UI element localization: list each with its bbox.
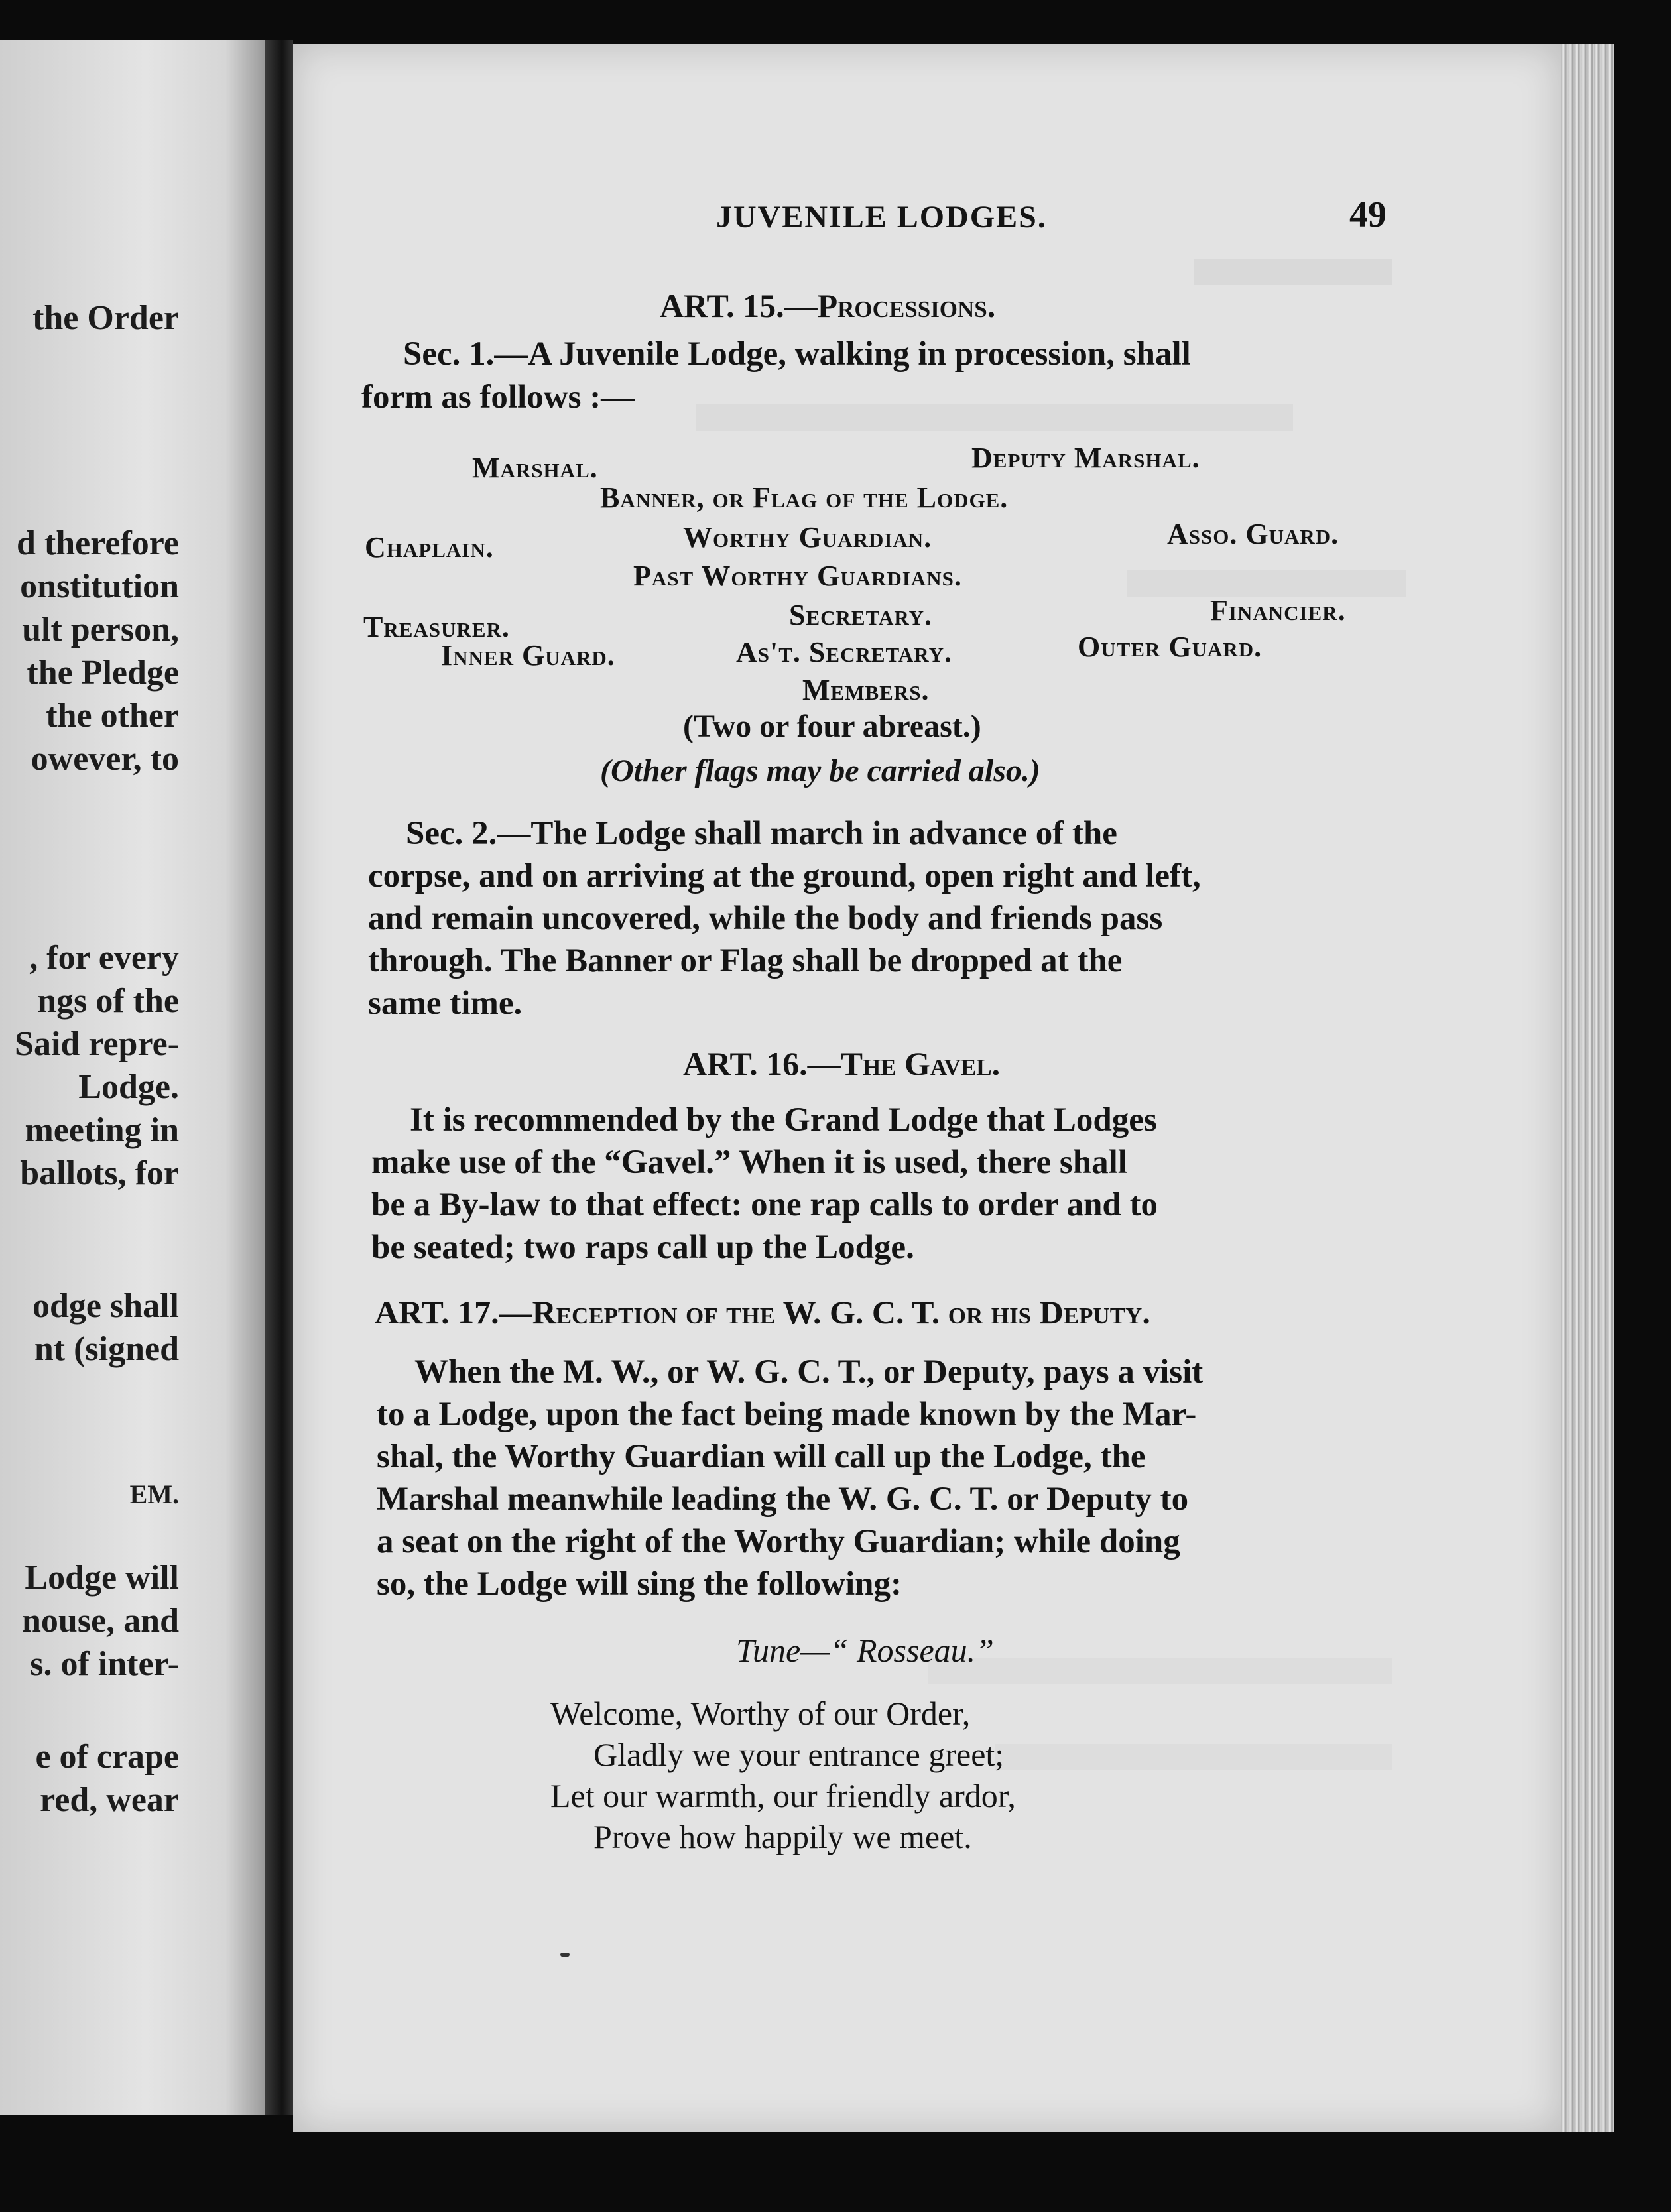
left-page-line: Lodge. <box>78 1068 179 1106</box>
art16-line: be a By-law to that effect: one rap calls to order and to <box>371 1186 1158 1223</box>
left-page-line: ult person, <box>22 611 179 648</box>
book-gutter <box>265 40 293 2115</box>
left-page-line: the Pledge <box>27 654 179 692</box>
left-page-line: nouse, and <box>22 1602 179 1640</box>
show-through-bleed <box>696 404 1293 431</box>
left-page-line: s. of inter- <box>30 1645 179 1683</box>
article-16-heading: ART. 16.—The Gavel. <box>683 1045 1001 1082</box>
banner-or-flag: Banner, or Flag of the Lodge. <box>600 481 1009 514</box>
asso-guard: Asso. Guard. <box>1167 518 1339 550</box>
left-page-line: ballots, for <box>20 1154 179 1192</box>
show-through-bleed <box>928 1658 1392 1684</box>
left-page-line: odge shall <box>32 1287 179 1325</box>
left-page-line: the other <box>46 697 179 735</box>
page-number: 49 <box>1349 194 1387 235</box>
other-flags-note: (Other flags may be carried also.) <box>600 753 1040 788</box>
left-page-line: e of crape <box>35 1738 179 1776</box>
running-head: JUVENILE LODGES. <box>716 200 1047 235</box>
page-edges <box>1561 44 1614 2132</box>
left-page-line: Lodge will <box>25 1559 179 1597</box>
chaplain: Chaplain. <box>365 531 494 564</box>
left-page-line: ngs of the <box>37 982 179 1020</box>
left-page-line: red, wear <box>40 1781 179 1819</box>
left-page-line: owever, to <box>31 740 179 778</box>
deputy-marshal: Deputy Marshal. <box>971 442 1200 474</box>
show-through-bleed <box>1194 259 1392 285</box>
verse-line: Welcome, Worthy of our Order, <box>550 1695 971 1732</box>
art16-line: make use of the “Gavel.” When it is used, there shall <box>371 1144 1127 1181</box>
art17-line: so, the Lodge will sing the following: <box>377 1566 902 1603</box>
art17-line: shal, the Worthy Guardian will call up the Lodge, the <box>377 1438 1146 1475</box>
art15-sec2-line: through. The Banner or Flag shall be dropped at the <box>368 942 1123 979</box>
verse-line: Gladly we your entrance greet; <box>593 1736 1005 1773</box>
left-page-line: EM. <box>129 1479 179 1509</box>
outer-guard: Outer Guard. <box>1078 631 1263 663</box>
art17-line: a seat on the right of the Worthy Guardian; while doing <box>377 1523 1180 1560</box>
art17-line: to a Lodge, upon the fact being made known by the Mar- <box>377 1396 1197 1433</box>
show-through-bleed <box>995 1744 1392 1770</box>
article-17-heading: ART. 17.—Reception of the W. G. C. T. or his Deputy. <box>375 1294 1150 1331</box>
art15-sec1-line: Sec. 1.—A Juvenile Lodge, walking in procession, shall <box>403 336 1191 373</box>
secretary: Secretary. <box>789 599 933 631</box>
left-page-line: onstitution <box>20 568 179 605</box>
article-15-heading: ART. 15.—Processions. <box>660 287 996 324</box>
art17-line: When the M. W., or W. G. C. T., or Deputy, pays a visit <box>414 1353 1204 1390</box>
left-page-line: , for every <box>29 939 179 977</box>
ink-speck <box>560 1953 570 1957</box>
art17-line: Marshal meanwhile leading the W. G. C. T. or Deputy to <box>377 1481 1189 1518</box>
ast-secretary: As't. Secretary. <box>736 636 952 668</box>
members: Members. <box>802 674 930 706</box>
art16-line: be seated; two raps call up the Lodge. <box>371 1229 914 1266</box>
art15-sec1-line: form as follows :— <box>361 379 635 416</box>
art15-sec2-line: corpse, and on arriving at the ground, open right and left, <box>368 857 1201 894</box>
art15-sec2-line: same time. <box>368 985 523 1022</box>
past-worthy-guardians: Past Worthy Guardians. <box>633 560 962 592</box>
left-page-line: nt (signed <box>34 1330 179 1368</box>
left-facing-page <box>0 40 265 2115</box>
verse-line: Prove how happily we meet. <box>593 1818 972 1855</box>
financier: Financier. <box>1210 594 1346 627</box>
left-page-line: meeting in <box>25 1111 179 1149</box>
left-page-line: Said repre- <box>15 1025 179 1063</box>
tune-line: Tune—“ Rosseau.” <box>736 1632 994 1669</box>
marshal: Marshal. <box>472 452 598 484</box>
art16-line: It is recommended by the Grand Lodge that Lodges <box>410 1101 1157 1138</box>
show-through-bleed <box>1127 570 1406 597</box>
worthy-guardian: Worthy Guardian. <box>683 521 932 554</box>
inner-guard: Inner Guard. <box>441 639 615 672</box>
art15-sec2-line: Sec. 2.—The Lodge shall march in advance of the <box>406 815 1117 852</box>
two-or-four-abreast: (Two or four abreast.) <box>683 709 981 744</box>
art15-sec2-line: and remain uncovered, while the body and friends pass <box>368 900 1163 937</box>
left-page-line: the Order <box>32 299 179 337</box>
verse-line: Let our warmth, our friendly ardor, <box>550 1777 1016 1814</box>
treasurer: Treasurer. <box>363 611 510 643</box>
left-page-line: d therefore <box>17 524 179 562</box>
